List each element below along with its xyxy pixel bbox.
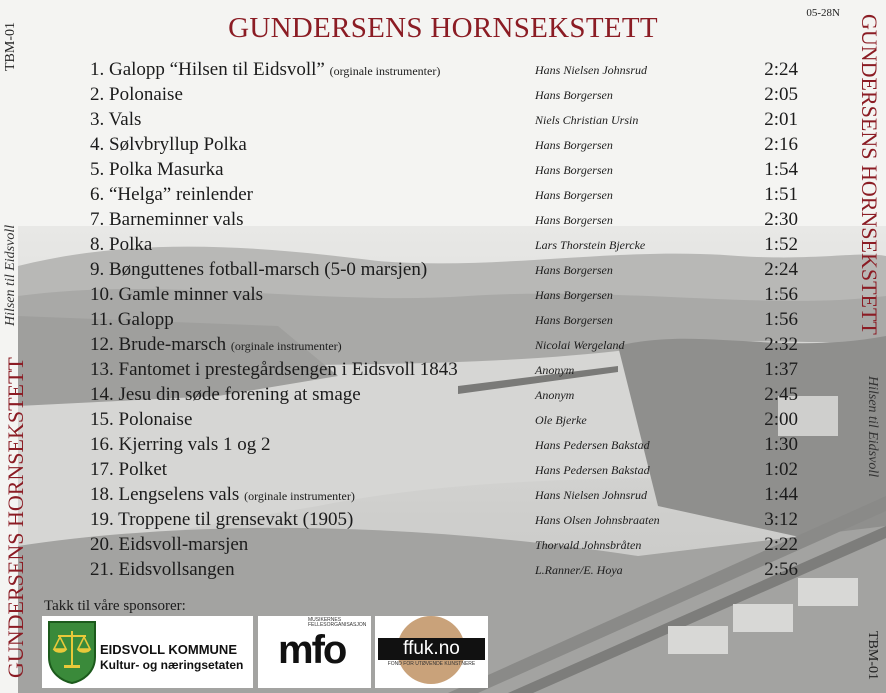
track-duration: 2:01 [764, 109, 798, 130]
spine-left-subtitle: Hilsen til Eidsvoll [3, 224, 18, 326]
track-row [90, 257, 810, 282]
track-duration: 2:32 [764, 334, 798, 355]
track-row [90, 557, 810, 582]
track-row [90, 357, 810, 382]
coat-of-arms-icon [46, 619, 98, 685]
track-duration: 1:37 [764, 359, 798, 380]
track-duration: 2:16 [764, 134, 798, 155]
track-composer: Hans Olsen Johnsbraaten [535, 513, 660, 527]
track-title-text: 11. Galopp [90, 309, 174, 330]
track-title [90, 432, 270, 459]
track-title-text: 5. Polka Masurka [90, 159, 224, 180]
track-title-text: 7. Barneminner vals [90, 209, 244, 230]
track-composer: Hans Nielsen Johnsrud [535, 63, 647, 77]
track-title [90, 132, 247, 159]
eidsvoll-subtitle: Kultur- og næringsetaten [100, 658, 244, 672]
track-title [90, 457, 167, 484]
track-title [90, 57, 440, 84]
track-note: (orginale instrumenter) [329, 64, 441, 78]
track-duration: 2:00 [764, 409, 798, 430]
track-title-text: 6. “Helga” reinlender [90, 184, 253, 205]
spine-left-catalog-code: TBM-01 [3, 22, 18, 72]
track-composer: L.Ranner/E. Hoya [535, 563, 623, 577]
track-title-text: 15. Polonaise [90, 409, 193, 430]
track-row [90, 482, 810, 507]
track-row [90, 132, 810, 157]
track-composer: Hans Borgersen [535, 138, 613, 152]
track-duration: 2:24 [764, 259, 798, 280]
track-title-text: 9. Bønguttenes fotball-marsch (5-0 marsjen) [90, 259, 428, 280]
track-composer: Hans Borgersen [535, 213, 613, 227]
track-duration: 1:51 [764, 184, 798, 205]
track-row [90, 332, 810, 357]
mfo-wordmark: mfo [278, 628, 346, 672]
track-title [90, 407, 192, 434]
track-row [90, 157, 810, 182]
track-composer: Ole Bjerke [535, 413, 587, 427]
ffuk-wordmark: ffuk.no [378, 638, 485, 660]
track-list [90, 57, 810, 582]
track-title-text: 10. Gamle minner vals [90, 284, 264, 305]
track-title [90, 232, 152, 259]
eidsvoll-name: EIDSVOLL KOMMUNE [100, 642, 237, 657]
track-duration: 1:44 [764, 484, 798, 505]
track-row [90, 207, 810, 232]
catalog-code-top: 05-28N [806, 7, 840, 19]
track-title-text: 4. Sølvbryllup Polka [90, 134, 247, 155]
track-composer: Hans Borgersen [535, 88, 613, 102]
mfo-logo [258, 616, 371, 688]
track-title-text: 18. Lengselens vals [90, 484, 240, 505]
track-duration: 1:02 [764, 459, 798, 480]
track-composer: Hans Borgersen [535, 263, 613, 277]
track-title [90, 332, 342, 359]
track-row [90, 232, 810, 257]
track-title-text: 3. Vals [90, 109, 142, 130]
track-title-text: 14. Jesu din søde forening at smage [90, 384, 361, 405]
spine-right-subtitle: Hilsen til Eidsvoll [865, 376, 880, 478]
track-title [90, 207, 244, 234]
track-title [90, 282, 263, 309]
track-composer: Nicolai Wergeland [535, 338, 625, 352]
track-title [90, 357, 458, 384]
track-row [90, 282, 810, 307]
track-duration: 1:56 [764, 284, 798, 305]
ffuk-tagline: FOND FOR UTØVENDE KUNSTNERE [387, 661, 476, 667]
track-title [90, 307, 174, 334]
track-title-text: 21. Eidsvollsangen [90, 559, 235, 580]
track-row [90, 57, 810, 82]
track-title [90, 82, 183, 109]
track-composer: Hans Pedersen Bakstad [535, 463, 650, 477]
track-composer: Hans Borgersen [535, 163, 613, 177]
track-title [90, 382, 361, 409]
track-composer: Hans Pedersen Bakstad [535, 438, 650, 452]
track-title-text: 13. Fantomet i prestegårdsengen i Eidsvoll 1843 [90, 359, 458, 380]
track-title-text: 1. Galopp “Hilsen til Eidsvoll” [90, 59, 325, 80]
eidsvoll-kommune-logo [42, 616, 253, 688]
spine-right-title: GUNDERSENS HORNSEKSTETT [857, 14, 882, 335]
track-title-text: 17. Polket [90, 459, 168, 480]
track-composer: Niels Christian Ursin [535, 113, 639, 127]
track-duration: 2:22 [764, 534, 798, 555]
track-row [90, 382, 810, 407]
track-row [90, 307, 810, 332]
track-duration: 2:05 [764, 84, 798, 105]
track-title [90, 482, 355, 509]
track-duration: 3:12 [764, 509, 798, 530]
track-duration: 2:30 [764, 209, 798, 230]
track-duration: 1:54 [764, 159, 798, 180]
track-title-text: 19. Troppene til grensevakt (1905) [90, 509, 354, 530]
track-title-text: 2. Polonaise [90, 84, 183, 105]
track-title-text: 12. Brude-marsch [90, 334, 227, 355]
track-title [90, 157, 224, 184]
track-composer: Hans Nielsen Johnsrud [535, 488, 647, 502]
track-row [90, 432, 810, 457]
track-composer: Anonym [535, 388, 575, 402]
track-composer: Lars Thorstein Bjercke [535, 238, 646, 252]
track-note: (orginale instrumenter) [230, 339, 342, 353]
ffuk-logo [375, 616, 488, 688]
track-title [90, 182, 253, 209]
track-duration: 1:30 [764, 434, 798, 455]
album-title: GUNDERSENS HORNSEKSTETT [228, 12, 658, 44]
track-title [90, 507, 353, 534]
track-note: (orginale instrumenter) [244, 489, 355, 503]
track-row [90, 182, 810, 207]
track-duration: 2:45 [764, 384, 798, 405]
track-title-text: 8. Polka [90, 234, 153, 255]
track-duration: 2:56 [764, 559, 798, 580]
track-row [90, 507, 810, 532]
mfo-org-name: MUSIKERNES FELLESORGANISASJON [308, 617, 367, 628]
track-composer: Hans Borgersen [535, 188, 613, 202]
track-title [90, 532, 248, 559]
track-title-text: 20. Eidsvoll-marsjen [90, 534, 249, 555]
spine-right-catalog-code: TBM-01 [865, 630, 880, 680]
spine-left-title: GUNDERSENS HORNSEKSTETT [3, 357, 28, 678]
track-row [90, 107, 810, 132]
track-composer: Anonym [535, 363, 575, 377]
track-title-text: 16. Kjerring vals 1 og 2 [90, 434, 271, 455]
track-composer: Hans Borgersen [535, 288, 613, 302]
track-title [90, 257, 427, 284]
track-title [90, 107, 141, 134]
track-row [90, 82, 810, 107]
track-row [90, 407, 810, 432]
track-duration: 2:24 [764, 59, 798, 80]
track-duration: 1:56 [764, 309, 798, 330]
track-composer: Hans Borgersen [535, 313, 613, 327]
track-composer: Thorvald Johnsbråten [535, 538, 642, 552]
track-row [90, 457, 810, 482]
sponsor-label: Takk til våre sponsorer: [44, 598, 186, 614]
track-title [90, 557, 235, 584]
track-row [90, 532, 810, 557]
track-duration: 1:52 [764, 234, 798, 255]
